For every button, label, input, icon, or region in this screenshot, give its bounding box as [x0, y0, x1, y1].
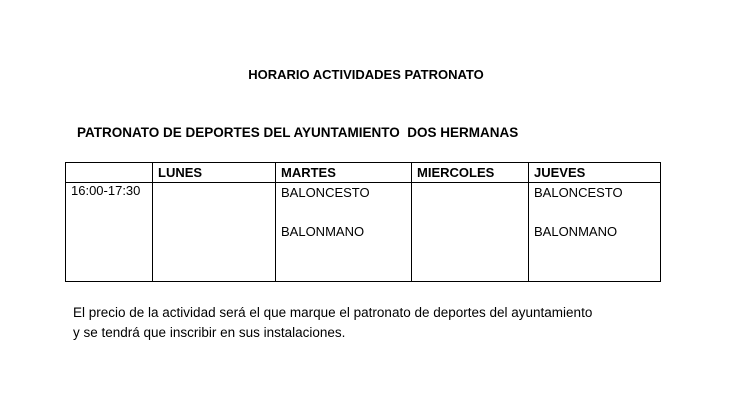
table-row [66, 183, 661, 282]
header-jueves: JUEVES [529, 163, 661, 183]
header-row [66, 163, 661, 183]
activity-martes-1: BALONCESTO [281, 185, 370, 200]
header-time [66, 163, 153, 183]
cell-martes [276, 183, 412, 282]
cell-jueves [529, 183, 661, 282]
activity-martes-2: BALONMANO [281, 224, 365, 239]
time-slot: 16:00-17:30 [66, 183, 153, 282]
cell-miercoles [412, 183, 529, 282]
note-line-1: El precio de la actividad será el que marque el patronato de deportes del ayuntamiento [73, 305, 593, 320]
page-title: HORARIO ACTIVIDADES PATRONATO [248, 67, 484, 82]
activity-jueves-1: BALONCESTO [534, 185, 623, 200]
schedule-table [65, 162, 661, 282]
cell-lunes [153, 183, 276, 282]
header-lunes: LUNES [153, 163, 276, 183]
note-line-2: y se tendrá que inscribir en sus instalaciones. [73, 325, 346, 340]
header-miercoles: MIERCOLES [412, 163, 529, 183]
activity-jueves-2: BALONMANO [534, 224, 618, 239]
header-martes: MARTES [276, 163, 412, 183]
price-note [73, 303, 693, 343]
organization-heading: PATRONATO DE DEPORTES DEL AYUNTAMIENTO DOS HERMANAS [77, 125, 519, 140]
